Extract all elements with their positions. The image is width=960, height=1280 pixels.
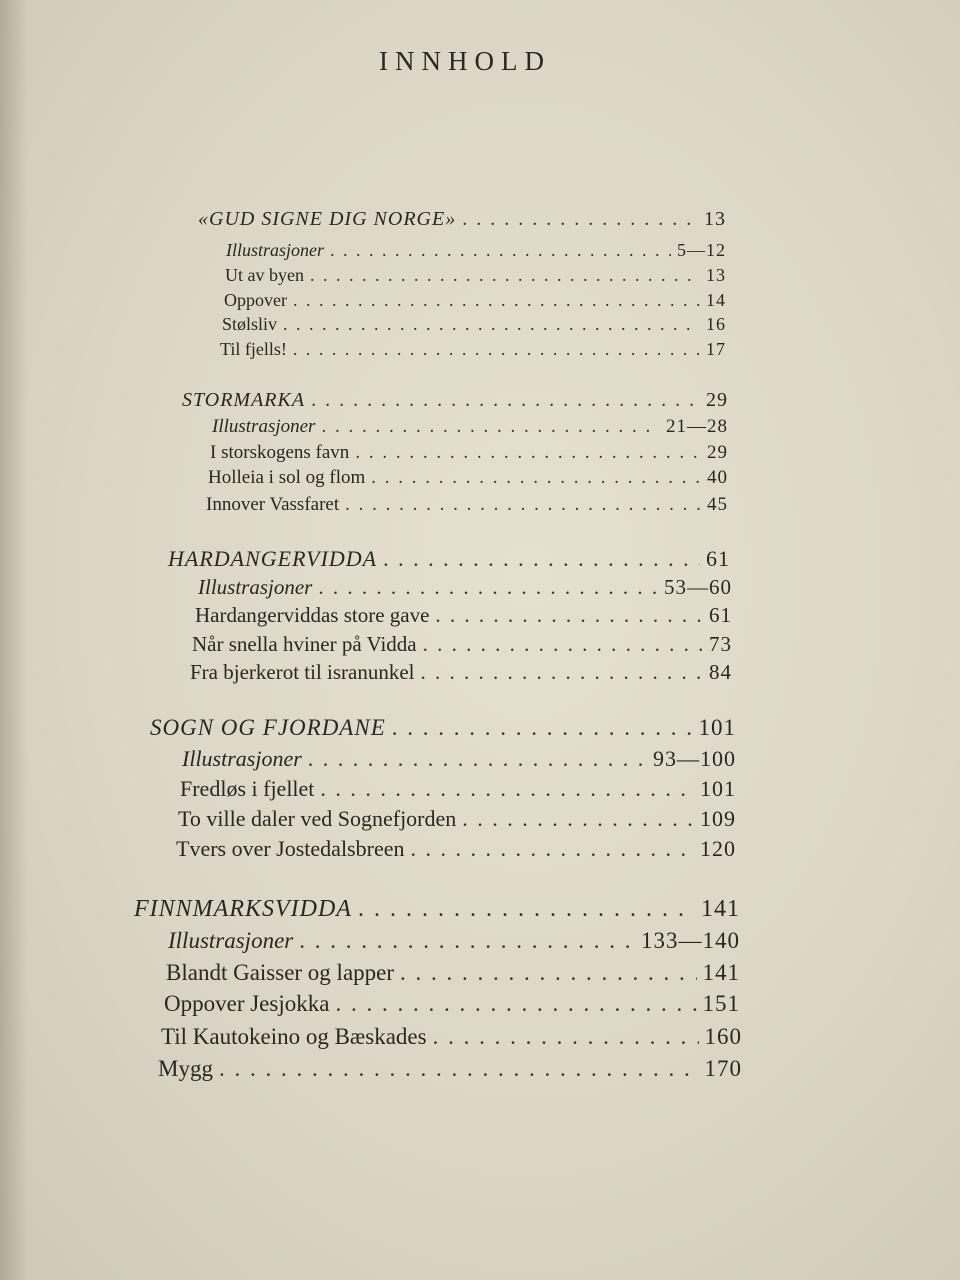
page-number: 45 xyxy=(707,494,728,515)
leader-dots xyxy=(308,746,647,772)
toc-entry xyxy=(222,314,726,335)
toc-entry xyxy=(158,1056,742,1082)
toc-entry xyxy=(190,660,732,685)
entry-label: Illustrasjoner xyxy=(198,575,313,599)
page-number: 133—140 xyxy=(641,928,740,953)
leader-dots xyxy=(311,389,700,412)
entry-label: Tvers over Jostedalsbreen xyxy=(176,836,405,861)
toc-entry xyxy=(210,442,728,464)
leader-dots xyxy=(318,575,658,600)
page-number: 170 xyxy=(704,1056,742,1081)
leader-dots xyxy=(383,546,700,572)
toc-entry xyxy=(161,1024,742,1050)
leader-dots xyxy=(219,1056,699,1082)
page-number: 21—28 xyxy=(666,416,728,437)
toc-entry xyxy=(166,960,740,986)
toc-entry xyxy=(212,416,728,438)
page-number: 13 xyxy=(704,208,726,230)
toc-entry xyxy=(182,746,736,772)
leader-dots xyxy=(310,265,700,286)
entry-label: Innover Vassfaret xyxy=(206,494,340,515)
toc-entry xyxy=(168,928,740,954)
toc-section-title xyxy=(168,546,730,572)
leader-dots xyxy=(462,208,698,231)
page-number: 141 xyxy=(701,896,740,922)
entry-label: Til Kautokeino og Bæskades xyxy=(161,1024,427,1049)
page-number: 84 xyxy=(709,660,732,684)
page-number: 40 xyxy=(707,467,728,488)
page-number: 93—100 xyxy=(653,746,736,771)
leader-dots xyxy=(358,896,695,923)
page-number: 17 xyxy=(706,339,726,359)
leader-dots xyxy=(421,660,703,685)
leader-dots xyxy=(283,314,700,335)
page-number: 73 xyxy=(709,632,732,656)
leader-dots xyxy=(345,494,701,516)
page-number: 120 xyxy=(700,836,736,861)
page-number: 14 xyxy=(706,290,726,310)
entry-label: Ut av byen xyxy=(225,265,304,285)
toc-entry xyxy=(224,290,726,311)
toc-section-title xyxy=(134,896,740,923)
toc-section-title xyxy=(182,389,728,412)
page-title: INNHOLD xyxy=(379,46,551,76)
toc-entry xyxy=(195,603,732,628)
leader-dots xyxy=(335,991,696,1017)
toc-entry xyxy=(226,240,726,261)
section-title: «GUD SIGNE DIG NORGE» xyxy=(198,208,457,230)
entry-label: Illustrasjoner xyxy=(226,240,325,260)
entry-label: Oppover xyxy=(224,290,287,310)
entry-label: Illustrasjoner xyxy=(182,746,302,771)
entry-label: Oppover Jesjokka xyxy=(164,991,330,1016)
entry-label: Fra bjerkerot til isranunkel xyxy=(190,660,415,684)
leader-dots xyxy=(299,928,635,954)
page-number: 160 xyxy=(704,1024,742,1049)
page-number: 61 xyxy=(706,546,730,571)
page-number: 29 xyxy=(707,442,728,463)
entry-label: Når snella hviner på Vidda xyxy=(192,632,417,656)
leader-dots xyxy=(410,836,694,862)
leader-dots xyxy=(293,339,700,360)
entry-label: Stølsliv xyxy=(222,314,278,334)
entry-label: Blandt Gaisser og lapper xyxy=(166,960,395,985)
toc-entry xyxy=(220,339,726,360)
leader-dots xyxy=(320,776,694,802)
entry-label: I storskogens favn xyxy=(210,442,350,463)
toc-entry xyxy=(178,806,736,832)
leader-dots xyxy=(355,442,701,464)
toc-entry xyxy=(206,494,728,516)
page-number: 13 xyxy=(706,265,726,285)
toc-entry xyxy=(192,632,732,657)
page-number: 101 xyxy=(698,715,736,740)
entry-label: Til fjells! xyxy=(220,339,287,359)
entry-label: Illustrasjoner xyxy=(212,416,316,437)
toc-section-title xyxy=(150,715,736,741)
toc-entry xyxy=(208,467,728,489)
page-number: 61 xyxy=(709,603,732,627)
page-number: 53—60 xyxy=(664,575,732,599)
leader-dots xyxy=(462,806,694,832)
section-title: FINNMARKSVIDDA xyxy=(134,896,352,922)
section-title: STORMARKA xyxy=(182,389,306,411)
leader-dots xyxy=(293,290,700,311)
toc-entry xyxy=(198,575,732,600)
toc-entry xyxy=(225,265,726,286)
entry-label: To ville daler ved Sognefjorden xyxy=(178,806,457,831)
toc-entry xyxy=(176,836,736,862)
leader-dots xyxy=(371,467,701,489)
page-number: 141 xyxy=(702,960,740,985)
section-title: HARDANGERVIDDA xyxy=(168,546,378,571)
section-title: SOGN OG FJORDANE xyxy=(150,715,386,740)
leader-dots xyxy=(392,715,693,741)
entry-label: Fredløs i fjellet xyxy=(180,776,315,801)
leader-dots xyxy=(321,416,660,438)
toc-section-title xyxy=(198,208,726,231)
page-number: 109 xyxy=(700,806,736,831)
entry-label: Mygg xyxy=(158,1056,213,1081)
entry-label: Holleia i sol og flom xyxy=(208,467,366,488)
toc-entry xyxy=(180,776,736,802)
leader-dots xyxy=(435,603,703,628)
page-number: 151 xyxy=(702,991,740,1016)
leader-dots xyxy=(423,632,703,657)
entry-label: Illustrasjoner xyxy=(168,928,294,953)
leader-dots xyxy=(400,960,696,986)
page-number: 5—12 xyxy=(677,240,726,260)
leader-dots xyxy=(433,1024,699,1050)
page-number: 101 xyxy=(700,776,736,801)
page-number: 29 xyxy=(706,389,728,411)
leader-dots xyxy=(330,240,671,261)
entry-label: Hardangerviddas store gave xyxy=(195,603,430,627)
toc-entry xyxy=(164,991,740,1017)
page-number: 16 xyxy=(706,314,726,334)
